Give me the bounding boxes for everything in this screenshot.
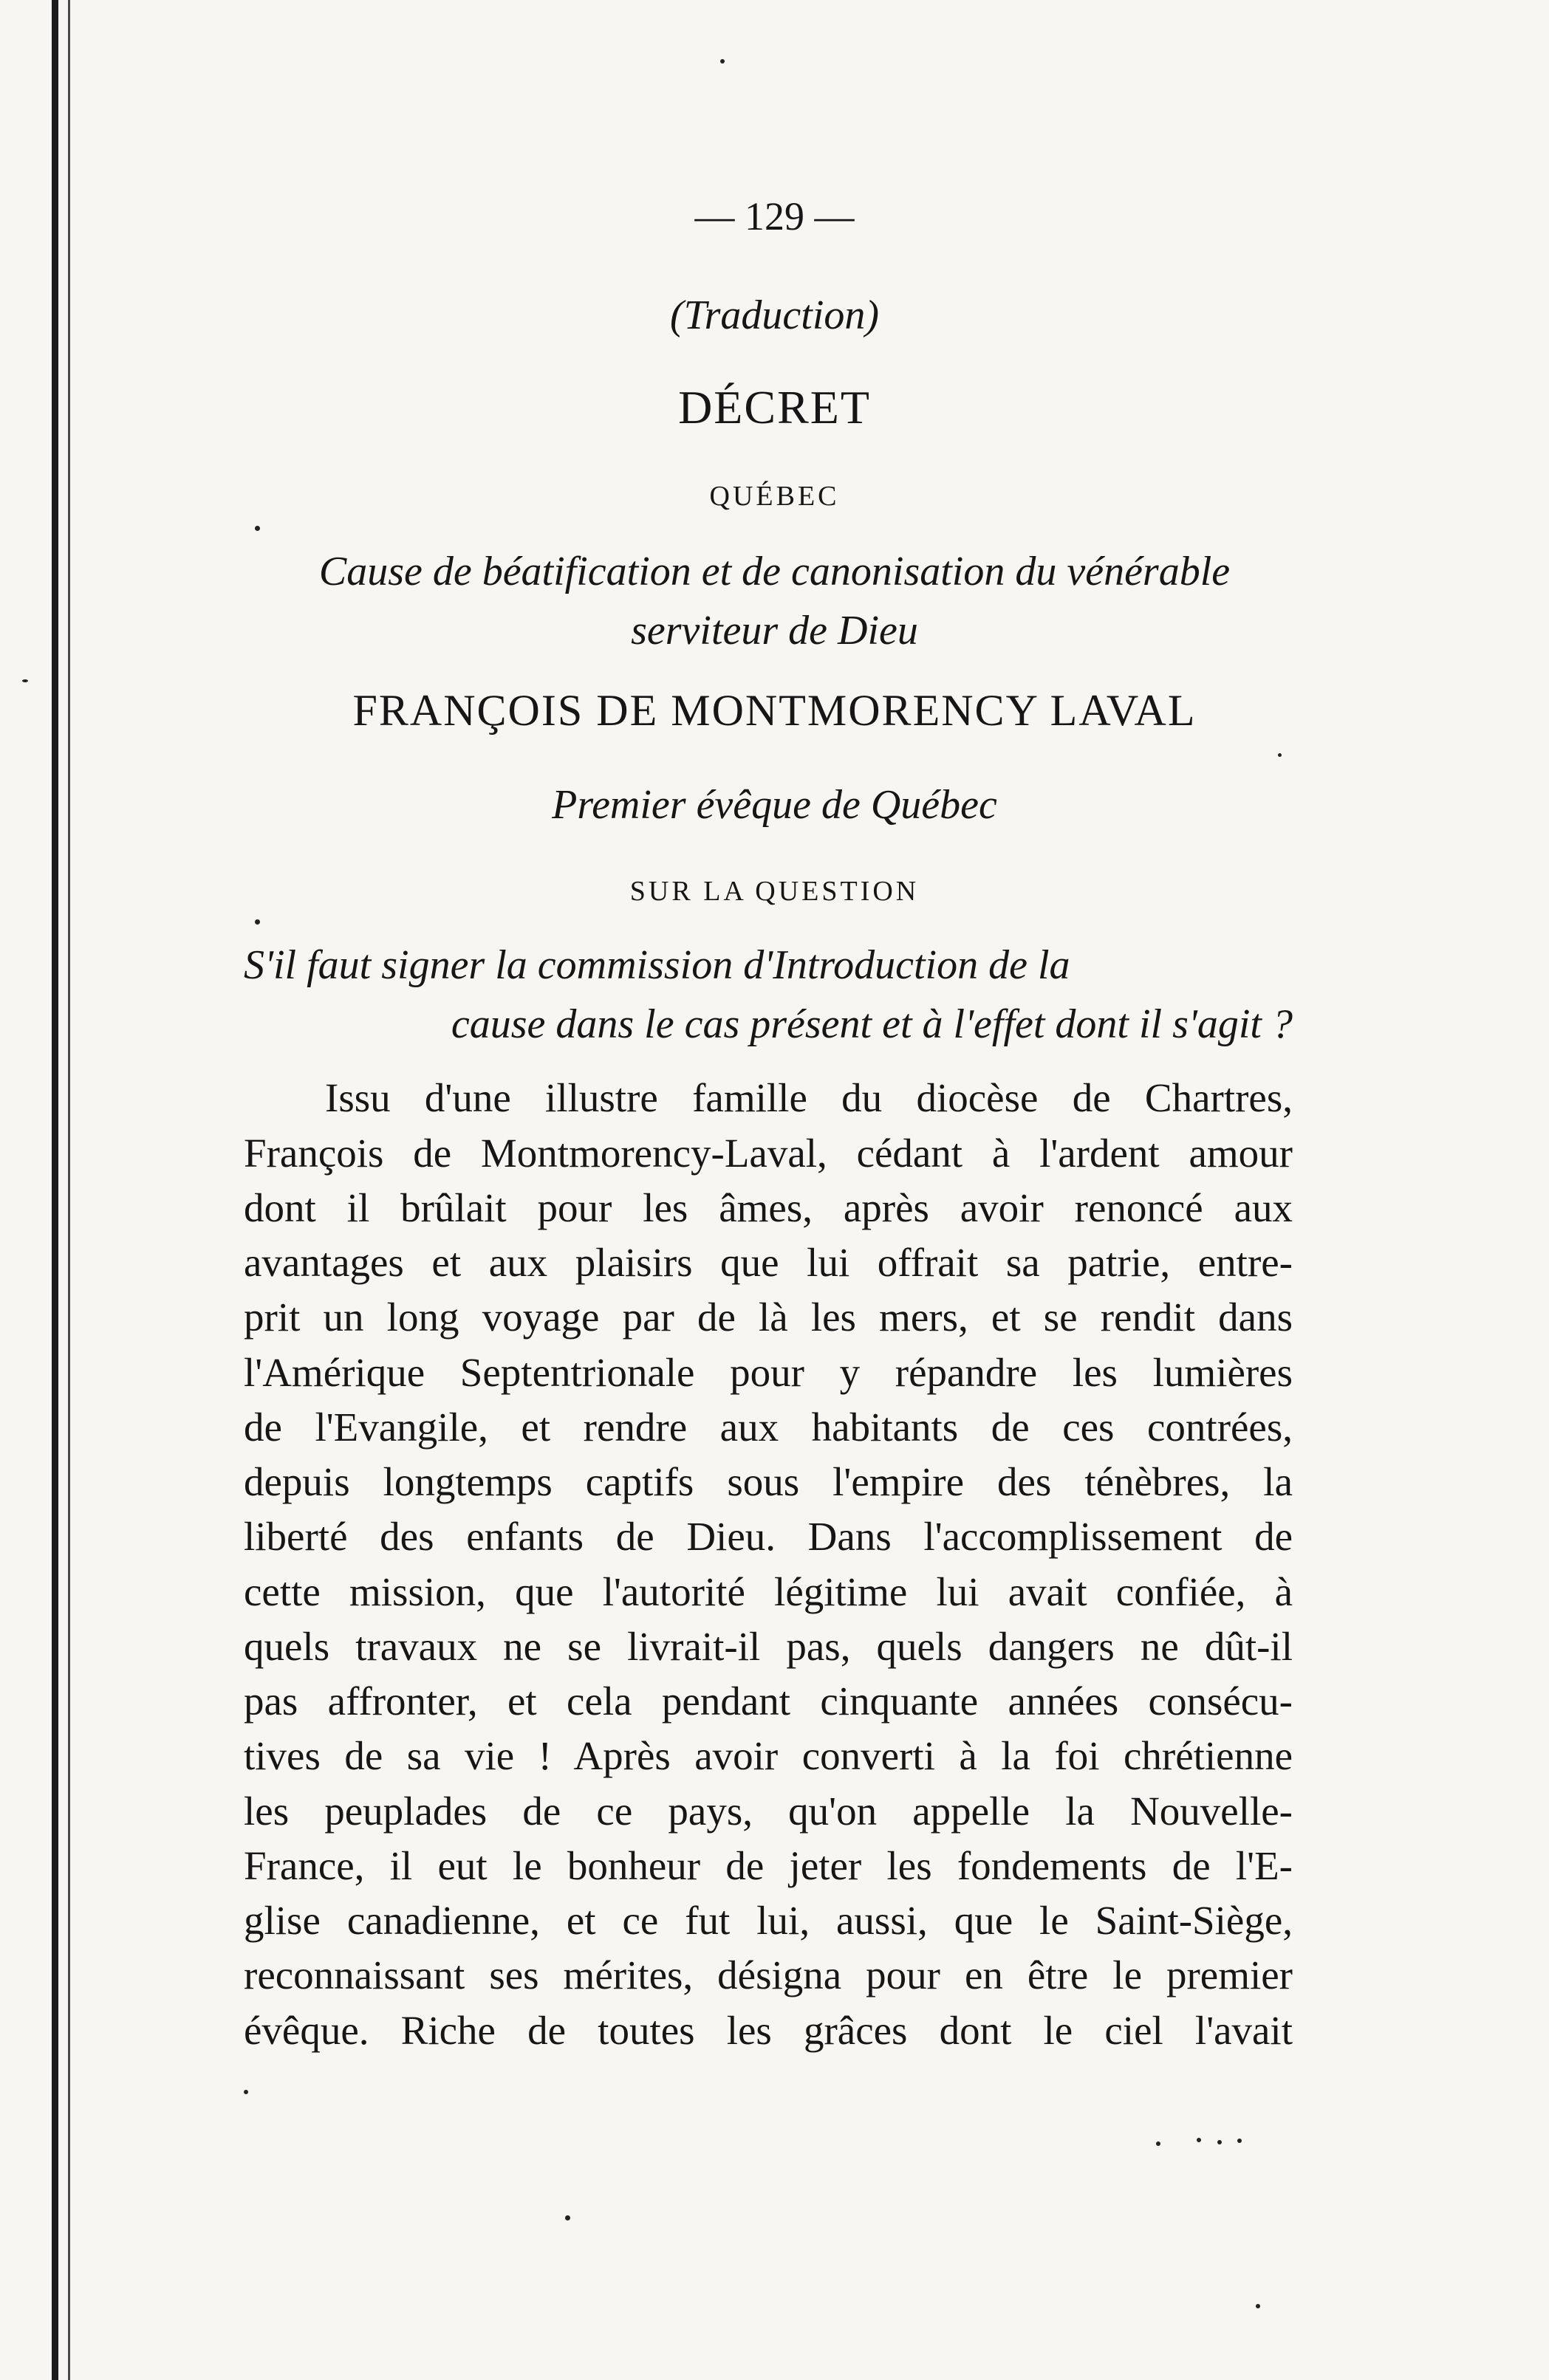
body-line: évêque. Riche de toutes les grâces dont le ciel l'avait xyxy=(244,2008,1293,2053)
body-line: prit un long voyage par de là les mers, et se rendit dans xyxy=(244,1294,1293,1340)
question-line-1: S'il faut signer la commission d'Introduction de la xyxy=(244,942,1070,988)
question-line-2: cause dans le cas présent et à l'effet dont il s'agit ? xyxy=(451,1001,1293,1047)
body-line: François de Montmorency-Laval, cédant à l'ardent amour xyxy=(244,1131,1293,1176)
body-line: liberté des enfants de Dieu. Dans l'accomplissement de xyxy=(244,1514,1293,1559)
person-title: Premier évêque de Québec xyxy=(552,782,997,828)
body-line: reconnaissant ses mérites, désigna pour en être le premier xyxy=(244,1952,1293,1997)
body-line: Issu d'une illustre famille du diocèse de Chartres, xyxy=(325,1075,1293,1120)
cause-title-line-2: serviteur de Dieu xyxy=(631,608,918,654)
page-number: — 129 — xyxy=(694,194,855,239)
body-line: cette mission, que l'autorité légitime lui avait confiée, à xyxy=(244,1569,1293,1614)
body-line: l'Amérique Septentrionale pour y répandre les lumières xyxy=(244,1350,1293,1395)
cause-title-line-1: Cause de béatification et de canonisation du vénérable xyxy=(318,549,1231,594)
body-line: quels travaux ne se livrait-il pas, quels dangers ne dût-il xyxy=(244,1624,1293,1669)
body-line: pas affronter, et cela pendant cinquante années consécu- xyxy=(244,1678,1293,1724)
translation-label: (Traduction) xyxy=(669,292,880,338)
body-line: tives de sa vie ! Après avoir converti à la foi chrétienne xyxy=(244,1733,1293,1778)
person-name: FRANÇOIS DE MONTMORENCY LAVAL xyxy=(352,686,1197,735)
body-line: depuis longtemps captifs sous l'empire des ténèbres, la xyxy=(244,1459,1293,1504)
body-line: de l'Evangile, et rendre aux habitants de ces contrées, xyxy=(244,1405,1293,1450)
body-line: avantages et aux plaisirs que lui offrait sa patrie, entre- xyxy=(244,1240,1293,1285)
question-heading: SUR LA QUESTION xyxy=(629,876,920,907)
body-line: glise canadienne, et ce fut lui, aussi, que le Saint-Siège, xyxy=(244,1898,1293,1943)
place-heading: QUÉBEC xyxy=(709,481,840,512)
body-line: France, il eut le bonheur de jeter les fondements de l'E- xyxy=(244,1843,1293,1888)
decree-heading: DÉCRET xyxy=(678,381,871,433)
body-line: les peuplades de ce pays, qu'on appelle la Nouvelle- xyxy=(244,1789,1293,1834)
body-line: dont il brûlait pour les âmes, après avoir renoncé aux xyxy=(244,1185,1293,1230)
